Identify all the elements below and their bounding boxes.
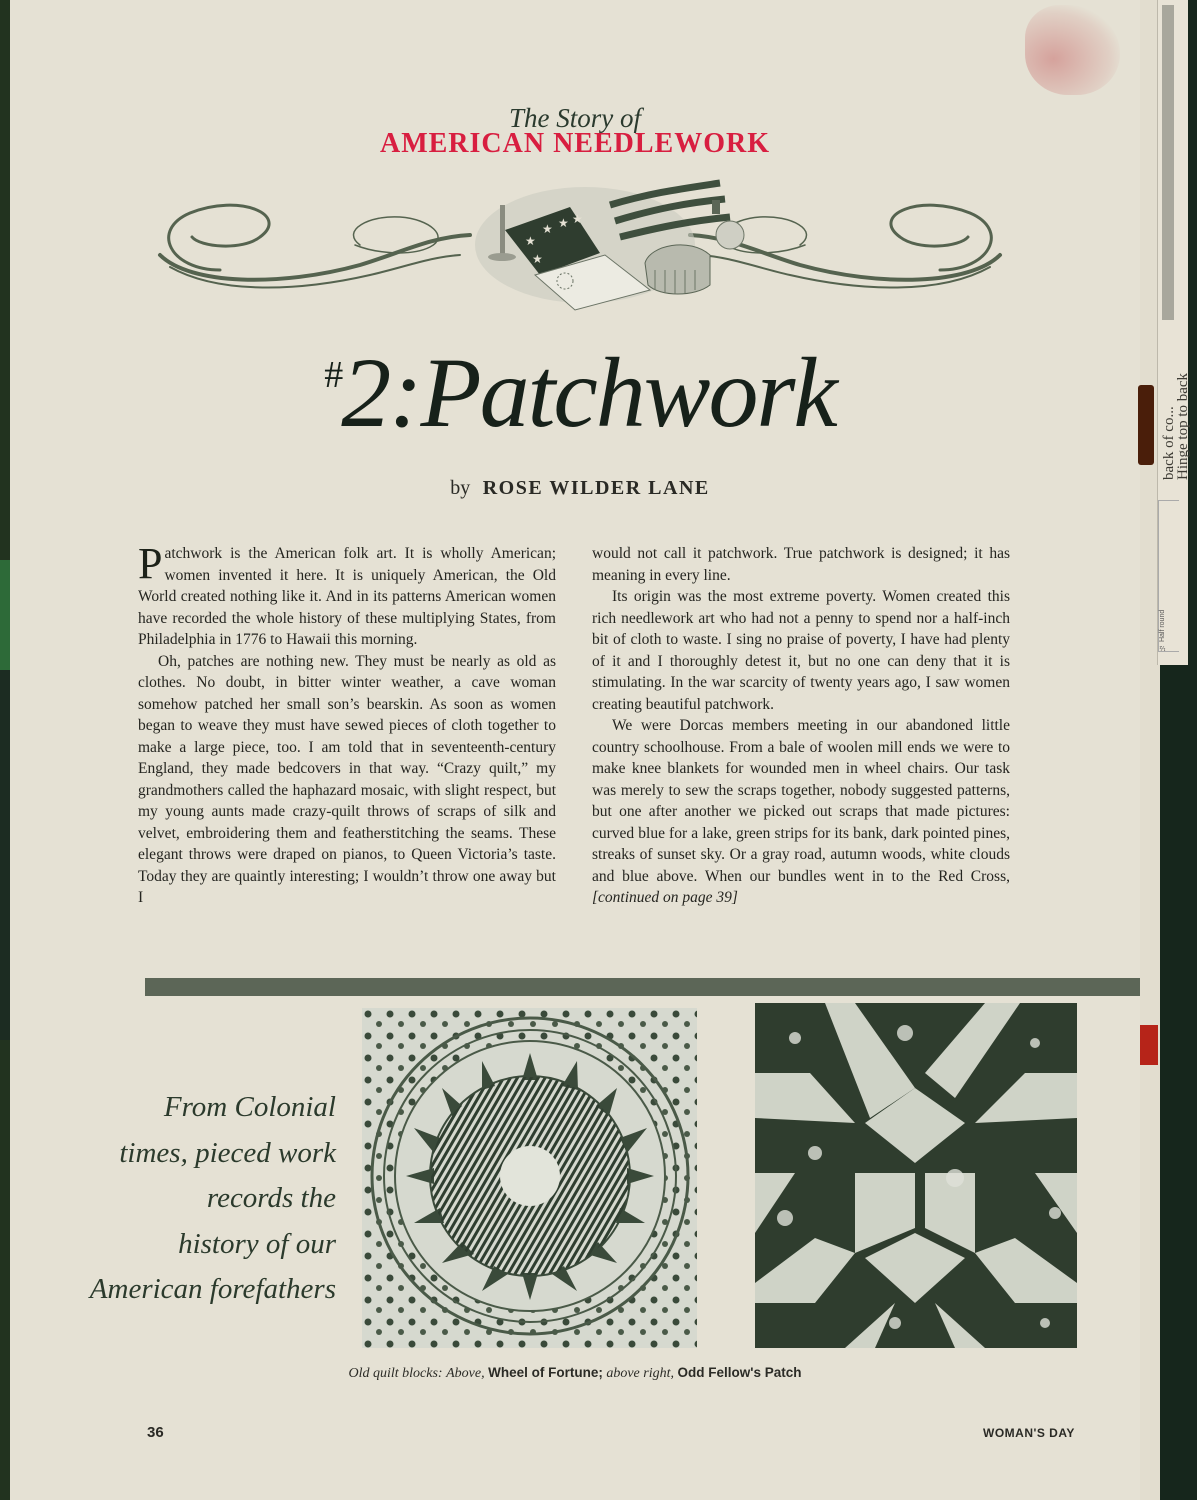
title-separator: : bbox=[389, 337, 421, 448]
article-column-left bbox=[138, 539, 556, 909]
figure-caption: Old quilt blocks: Above, Wheel of Fortune; above right, Odd Fellow's Patch bbox=[348, 1365, 802, 1381]
svg-text:★: ★ bbox=[532, 252, 543, 266]
rust-stain bbox=[1138, 385, 1154, 465]
binder-slip-gray-band bbox=[1162, 5, 1174, 320]
page-number: 36 bbox=[147, 1424, 164, 1441]
flourish-vignette-icon bbox=[130, 175, 1030, 325]
byline bbox=[10, 477, 1150, 500]
series-title: AMERICAN NEEDLEWORK bbox=[379, 128, 771, 159]
article-title bbox=[10, 335, 1150, 450]
paragraph: We were Dorcas members meeting in our abandoned little country schoolhouse. From a bale of woolen mill ends we were to make knee blankets for wounded men in wheel chairs. Our task was merely to sew the scraps together, nobody suggested patterns, but one after another we picked out scraps that made pictures: curved blue for a lake, green strips for its bank, dark pointed pines, streaks of sunset sky. Or a gray road, autumn woods, white clouds and blue above. When our bundles went in to the Red Cross, [continued on page 39] bbox=[592, 717, 1010, 906]
wheel-of-fortune-quilt-image bbox=[362, 1008, 697, 1348]
section-divider-bar bbox=[145, 978, 1145, 996]
red-tab-mark bbox=[1140, 1025, 1158, 1065]
odd-fellows-patch-quilt-image bbox=[755, 1003, 1077, 1348]
series-kicker: The Story of bbox=[509, 103, 641, 133]
title-word: Patchwork bbox=[420, 337, 836, 448]
half-round-label: ½ Half round bbox=[1158, 500, 1179, 652]
svg-text:★: ★ bbox=[525, 234, 536, 248]
paragraph: Its origin was the most extreme poverty. Women created this rich needlework art who had not a penny to spend nor a half-inch bit of cloth to waste. I sing no praise of poverty, I have had plenty of it and I thoroughly detest it, but no one can deny that it is stimulating. In the war scarcity of twenty years ago, I saw women creating beautiful patchwork. bbox=[592, 588, 1010, 713]
continued-link[interactable]: [continued on page 39] bbox=[592, 889, 738, 906]
article-column-right bbox=[592, 543, 1010, 909]
magazine-page bbox=[10, 0, 1140, 1500]
hinge-instruction-text: back of co... Hinge top to back bbox=[1161, 372, 1191, 480]
svg-text:★: ★ bbox=[542, 222, 553, 236]
author-name: ROSE WILDER LANE bbox=[482, 477, 710, 499]
paragraph: Oh, patches are nothing new. They must be nearly as old as clothes. No doubt, in bitter winter weather, a cave woman somehow patched her small son’s bearskin. As soon as women began to weave they must have sewed pieces of cloth together to make a large piece, too. I am told that in seventeenth-century England, they made bedcovers in that way. “Crazy quilt,” my grandmothers called the haphazard mosaic, with slight respect, but my young aunts made crazy-quilt throws of scraps of silk and velvet, embroidering them and featherstitching the seams. These elegant throws were draped on pianos, to Queen Victoria’s taste. Today they are quaintly interesting; I wouldn’t throw one away but I bbox=[138, 652, 556, 906]
paragraph: would not call it patchwork. True patchwork is designed; it has meaning in every line. bbox=[592, 545, 1010, 584]
byline-prefix: by bbox=[450, 477, 471, 499]
paragraph: Patchwork is the American folk art. It is wholly American; women invented it here. It is uniquely American, the Old World created nothing like it. And in its patterns American women have recorded the whole history of these multiplying States, from Philadelphia in 1776 to Hawaii this morning. bbox=[138, 539, 556, 648]
odd-fellows-patch-icon bbox=[755, 1003, 1077, 1348]
title-hash: # bbox=[324, 354, 342, 396]
magazine-name: WOMAN'S DAY bbox=[983, 1426, 1075, 1440]
title-number: 2 bbox=[341, 337, 390, 448]
drop-cap: P bbox=[138, 539, 163, 588]
svg-text:★: ★ bbox=[572, 212, 583, 226]
wheel-of-fortune-icon bbox=[362, 1008, 697, 1348]
svg-text:★: ★ bbox=[558, 216, 569, 230]
pull-quote: From Colonial times, pieced work records the history of our American forefathers bbox=[89, 1091, 336, 1305]
